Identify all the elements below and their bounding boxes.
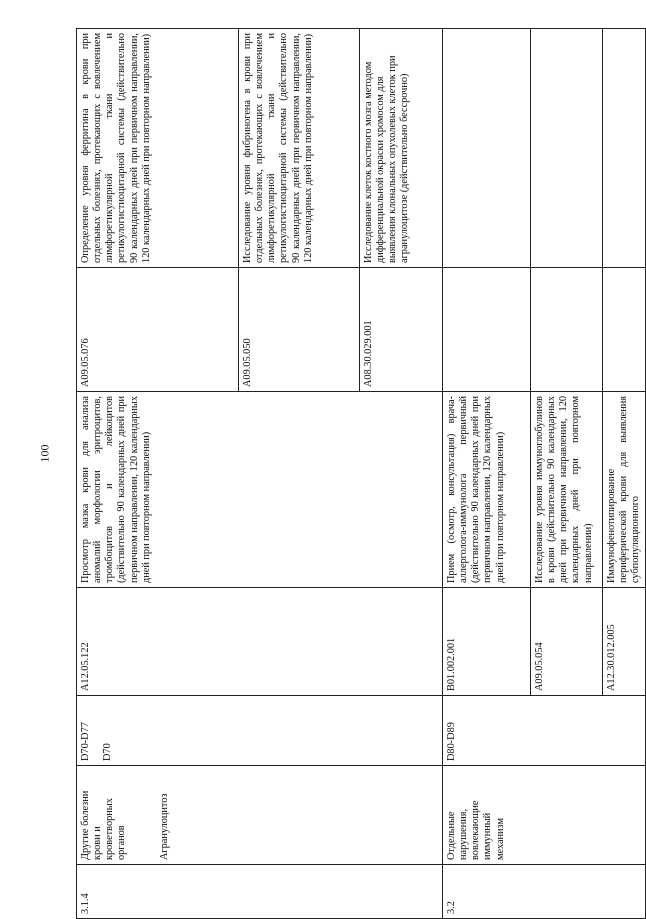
row-number: 3.2 [443,865,646,919]
disease-name: Отдельные нарушения, вовлекающие иммунный механизм [443,766,646,865]
disease-name [77,766,443,865]
service-code: A09.05.050 [239,268,360,392]
service-code: A12.30.012.005 [603,588,646,696]
services-table [76,28,646,919]
empty-cell [603,268,646,392]
table-row [77,29,239,919]
service-description: Исследование уровня фибриногена в крови при отдельных болезнях, протекающих с вовлечением лимфоретикулярной ткани и ретикулогистиоцитарной системы (действительно 90 календарных дней при первичном направлении, 120 календарных дней при повторном направлении) [239,29,360,268]
service-code: A12.05.122 [77,588,443,696]
icd-code: D70 [102,743,114,761]
empty-cell [443,268,531,392]
empty-cell [443,29,531,268]
page-number: 100 [37,444,52,463]
table-row [443,29,531,919]
disease-subgroup: Агранулоцитоз [158,793,170,860]
rotated-table-container [76,29,642,919]
icd-codes [77,696,443,766]
service-code: A09.05.054 [531,588,603,696]
empty-cell [531,268,603,392]
service-description: Исследование клеток костного мозга методом дифференциальной окраски хромосом для выявления клональных опухолевых клеток при агранулоцитозе (действительно бессрочно) [360,29,443,268]
service-description: Определение уровня ферритина в крови при отдельных болезнях, протекающих с вовлечением лимфоретикулярной ткани и ретикулогистиоцитарной системы (действительно 90 календарных дней при первичном направлении, 120 календарных дней при повторном направлении) [77,29,239,268]
icd-codes: D80-D89 [443,696,646,766]
service-code: A08.30.029.001 [360,268,443,392]
service-description: Прием (осмотр, консультация) врача-аллерголога-иммунолога первичный (действительно 90 календарных дней при первичном направлении, 120 календарных дней при повторном направлении) [443,392,531,588]
service-code: B01.002.001 [443,588,531,696]
icd-range: D70-D77 [80,722,91,761]
service-description: Исследование уровня иммуноглобулинов в крови (действительно 90 календарных дней при первичном направлении, 120 календарных дней при повторном направлении) [531,392,603,588]
service-description: Иммунофенотипирование периферической крови для выявления субпопуляционного [603,392,646,588]
empty-cell [531,29,603,268]
service-code: A09.05.076 [77,268,239,392]
disease-group: Другие болезни крови и кроветворных органов [80,790,128,860]
service-description: Просмотр мазка крови для анализа аномалий морфологии эритроцитов, тромбоцитов и лейкоцитов (действительно 90 календарных дней при первичном направлении, 120 календарных дней при повторном направлении) [77,392,443,588]
empty-cell [603,29,646,268]
row-number: 3.1.4 [77,865,443,919]
